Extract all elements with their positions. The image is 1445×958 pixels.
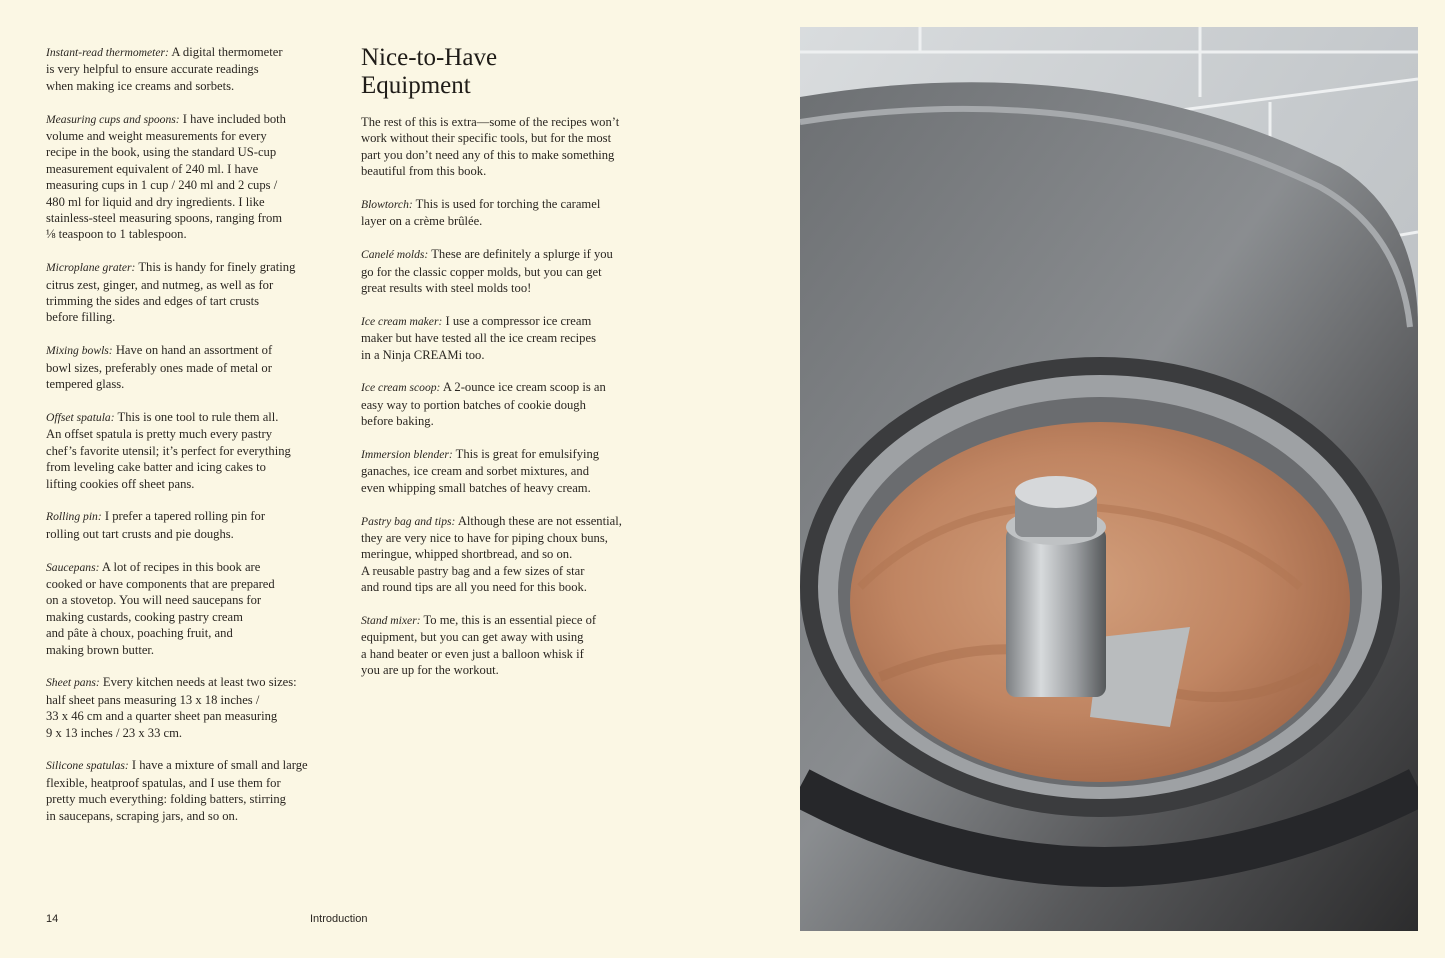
- entry-term: Stand mixer:: [361, 614, 421, 628]
- equipment-entry-thermometer: [46, 44, 346, 94]
- photo-illustration: [800, 27, 1418, 931]
- entry-text: Have on hand an assortment of bowl sizes, preferably ones made of metal or tempered glass.: [46, 343, 273, 392]
- entry-text: These are definitely a splurge if you go for the classic copper molds, but you can get great results with steel molds too!: [361, 247, 613, 296]
- entry-text: This is handy for finely grating citrus zest, ginger, and nutmeg, as well as for trimming the sides and edges of tart crusts before filling.: [46, 260, 296, 325]
- entry-term: Microplane grater:: [46, 261, 136, 275]
- entry-term: Silicone spatulas:: [46, 759, 129, 773]
- equipment-entry-ice-cream-maker: [361, 313, 661, 363]
- equipment-entry-measuring-cups: [46, 111, 346, 243]
- right-column: [361, 44, 661, 695]
- equipment-entry-rolling-pin: [46, 508, 346, 542]
- entry-text: This is great for emulsifying ganaches, ice cream and sorbet mixtures, and even whipping small batches of heavy cream.: [361, 447, 600, 495]
- entry-text: A 2-ounce ice cream scoop is an easy way to portion batches of cookie dough before baking.: [361, 380, 606, 429]
- page-number: 14: [46, 913, 59, 925]
- entry-text: A lot of recipes in this book are cooked or have components that are prepared on a stovetop. You will need saucepans for making custards, cooking pastry cream and pâte à choux, poaching fruit, and making brown butter.: [46, 559, 275, 657]
- entry-text: To me, this is an essential piece of equipment, but you can get away with using a hand beater or even just a balloon whisk if you are up for the workout.: [361, 613, 597, 678]
- entry-text: I prefer a tapered rolling pin for rolling out tart crusts and pie doughs.: [46, 509, 266, 541]
- entry-term: Sheet pans:: [46, 676, 100, 690]
- section-intro: The rest of this is extra—some of the recipes won’t work without their specific tools, but for the most part you don’t need any of this to make something beautiful from this book.: [361, 115, 620, 179]
- entry-term: Blowtorch:: [361, 198, 413, 212]
- section-heading: Nice-to-Have Equipment: [361, 44, 498, 99]
- equipment-entry-stand-mixer: [361, 612, 661, 679]
- equipment-entry-blowtorch: [361, 196, 661, 230]
- equipment-entry-sheet-pans: [46, 674, 346, 741]
- equipment-entry-offset-spatula: [46, 409, 346, 492]
- equipment-entry-silicone-spatulas: [46, 757, 346, 824]
- entry-term: Instant-read thermometer:: [46, 46, 169, 59]
- equipment-entry-canele-molds: [361, 246, 661, 296]
- entry-text: I have a mixture of small and large flexible, heatproof spatulas, and I use them for pretty much everything: folding batters, stirring in saucepans, scraping jars, and so on.: [46, 758, 308, 823]
- left-column: [46, 44, 346, 840]
- equipment-entry-saucepans: [46, 559, 346, 658]
- running-section-title: Introduction: [310, 913, 368, 925]
- equipment-entry-pastry-bag: [361, 513, 661, 596]
- entry-term: Saucepans:: [46, 560, 100, 574]
- equipment-entry-ice-cream-scoop: [361, 379, 661, 429]
- entry-term: Ice cream scoop:: [361, 381, 441, 395]
- entry-text: Every kitchen needs at least two sizes: half sheet pans measuring 13 x 18 inches / 33 x 46 cm and a quarter sheet pan measuring 9 x 13 inches / 23 x 33 cm.: [46, 675, 297, 740]
- entry-term: Mixing bowls:: [46, 344, 113, 358]
- equipment-entry-microplane: [46, 259, 346, 326]
- equipment-entry-immersion-blender: [361, 446, 661, 496]
- entry-term: Pastry bag and tips:: [361, 514, 456, 528]
- equipment-entry-mixing-bowls: [46, 342, 346, 392]
- entry-term: Offset spatula:: [46, 410, 115, 424]
- ice-cream-maker-photo: [800, 27, 1418, 931]
- entry-term: Ice cream maker:: [361, 314, 443, 328]
- entry-term: Rolling pin:: [46, 510, 102, 524]
- entry-text: This is used for torching the caramel layer on a crème brûlée.: [361, 197, 601, 229]
- entry-term: Measuring cups and spoons:: [46, 112, 180, 126]
- entry-term: Immersion blender:: [361, 448, 453, 462]
- entry-text: I use a compressor ice cream maker but have tested all the ice cream recipes in a Ninja CREAMi too.: [361, 313, 596, 362]
- entry-text: A digital thermometer is very helpful to ensure accurate readings when making ice creams and sorbets.: [46, 45, 283, 93]
- entry-term: Canelé molds:: [361, 248, 429, 262]
- entry-text: I have included both volume and weight measurements for every recipe in the book, using the standard US-cup measurement equivalent of 240 ml. I have measuring cups in 1 cup / 240 ml and 2 cups / 480 ml for liquid and dry ingredients. I like stainless-steel measuring spoons, ranging from ⅛ teaspoon to 1 tablespoon.: [46, 111, 286, 242]
- entry-text: This is one tool to rule them all. An offset spatula is pretty much every pastry chef’s favorite utensil; it’s perfect for everything from leveling cake batter and icing cakes to lifting cookies off sheet pans.: [46, 409, 291, 491]
- entry-text: Although these are not essential, they are very nice to have for piping choux buns, meringue, whipped shortbread, and so on. A reusable pastry bag and a few sizes of star and round tips are all you need for this book.: [361, 513, 622, 595]
